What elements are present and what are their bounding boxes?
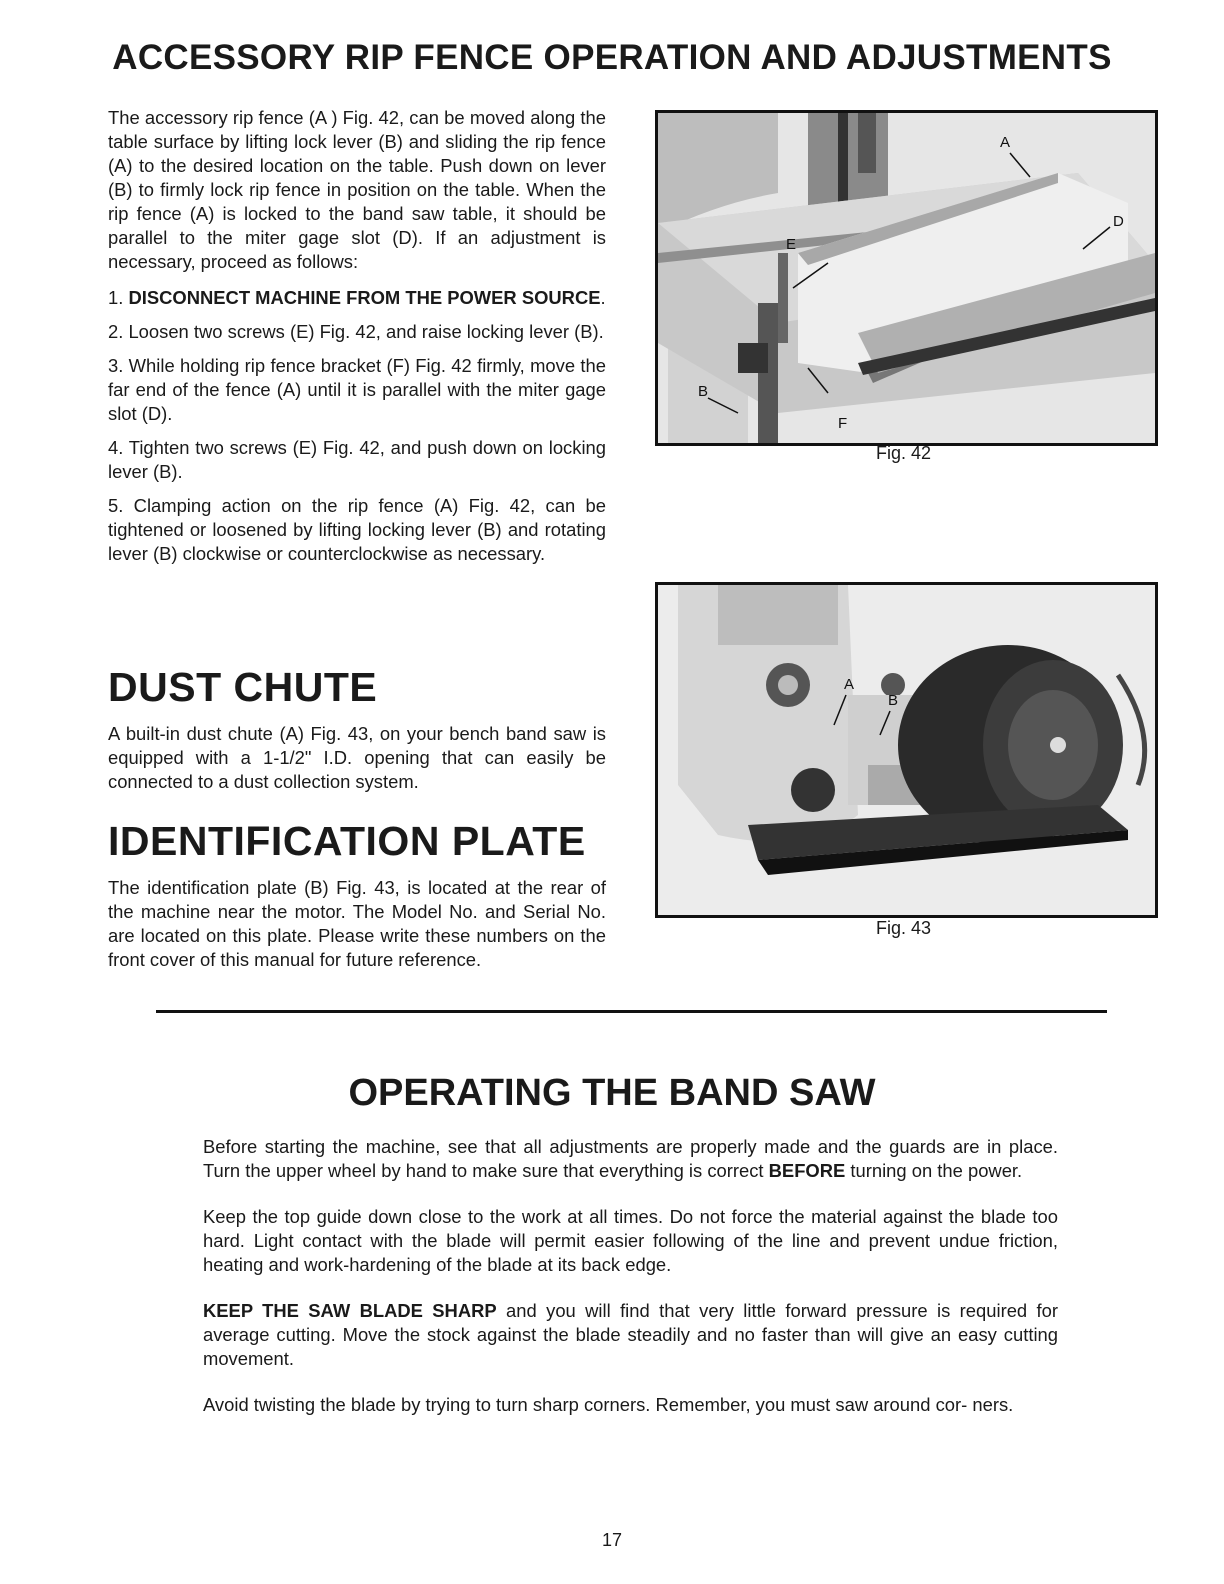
- operating-p1-end: turning on the power.: [845, 1160, 1023, 1181]
- section-divider: [156, 1010, 1107, 1013]
- figure-43-photo: [655, 582, 1158, 918]
- figure-43-caption: Fig. 43: [875, 918, 932, 938]
- rip-fence-text: [108, 106, 606, 576]
- operating-paragraph-3: [203, 1299, 1058, 1371]
- step-5: 5. Clamping action on the rip fence (A) Fig. 42, can be tightened or loosened by lifting locking lever (B) and rotating lever (B) clockwise or counterclockwise as necessary.: [108, 495, 606, 564]
- step-1-end: .: [600, 287, 606, 308]
- rip-fence-title: ACCESSORY RIP FENCE OPERATION AND ADJUSTMENTS: [112, 38, 1112, 77]
- operating-p1-bold: BEFORE: [768, 1160, 846, 1181]
- identification-plate-body: The identification plate (B) Fig. 43, is located at the rear of the machine near the motor. The Model No. and Serial No. are located on this plate. Please write these numbers on the front cover of this manual for future reference.: [108, 877, 606, 970]
- fig42-label-f: F: [838, 415, 848, 432]
- step-2: 2. Loosen two screws (E) Fig. 42, and raise locking lever (B).: [108, 321, 604, 342]
- rip-fence-intro: The accessory rip fence (A ) Fig. 42, can be moved along the table surface by lifting lock lever (B) and sliding the rip fence (A) to the desired location on the table. Push down on lever (B) to firmly lock rip fence in position on the table. When the rip fence (A) is locked to the band saw table, it should be parallel to the miter gage slot (D). If an adjustment is necessary, proceed as follows:: [108, 107, 606, 272]
- step-1-number: 1.: [108, 287, 124, 308]
- fig43-label-a: A: [844, 676, 855, 693]
- operating-paragraph-2: Keep the top guide down close to the work at all times. Do not force the material against the blade too hard. Light contact with the blade will permit easier following of the line and prevent undue friction, heating and work-hardening of the blade at its back edge.: [203, 1206, 1058, 1275]
- operating-title: OPERATING THE BAND SAW: [348, 1072, 876, 1114]
- dust-chute-title: DUST CHUTE: [108, 664, 378, 710]
- figure-42-caption: Fig. 42: [875, 443, 932, 463]
- operating-paragraph-4: Avoid twisting the blade by trying to turn sharp corners. Remember, you must saw around cor- ners.: [203, 1394, 1014, 1415]
- fig42-label-e: E: [786, 236, 797, 253]
- step-3: 3. While holding rip fence bracket (F) Fig. 42 firmly, move the far end of the fence (A) until it is parallel with the miter gage slot (D).: [108, 355, 606, 424]
- page-number: 17: [601, 1530, 623, 1550]
- dust-chute-text: [108, 722, 606, 794]
- operating-p1-text: Before starting the machine, see that all adjustments are properly made and the guards are in place. Turn the upper wheel by hand to make sure that everything is correct: [203, 1136, 1058, 1181]
- fig42-label-b: B: [698, 383, 709, 400]
- identification-plate-title: IDENTIFICATION PLATE: [108, 818, 586, 864]
- step-1: [108, 286, 606, 310]
- operating-p3-bold: KEEP THE SAW BLADE SHARP: [203, 1300, 497, 1321]
- operating-text: [203, 1135, 1058, 1439]
- identification-plate-text: [108, 876, 606, 972]
- operating-p3-text: and you will find that very little forward pressure is required for average cutting. Move the stock against the blade steadily and no faster than will give an easy cutting movement.: [203, 1300, 1058, 1369]
- fig43-label-b: B: [888, 692, 899, 709]
- operating-paragraph-1: [203, 1135, 1058, 1183]
- step-1-warning: DISCONNECT MACHINE FROM THE POWER SOURCE: [128, 287, 601, 308]
- step-4: 4. Tighten two screws (E) Fig. 42, and push down on locking lever (B).: [108, 437, 606, 482]
- fig42-label-a: A: [1000, 134, 1011, 151]
- fig42-label-d: D: [1113, 213, 1124, 230]
- dust-chute-body: A built-in dust chute (A) Fig. 43, on your bench band saw is equipped with a 1-1/2" I.D. opening that can easily be connected to a dust collection system.: [108, 723, 606, 792]
- figure-42-photo: [655, 110, 1158, 446]
